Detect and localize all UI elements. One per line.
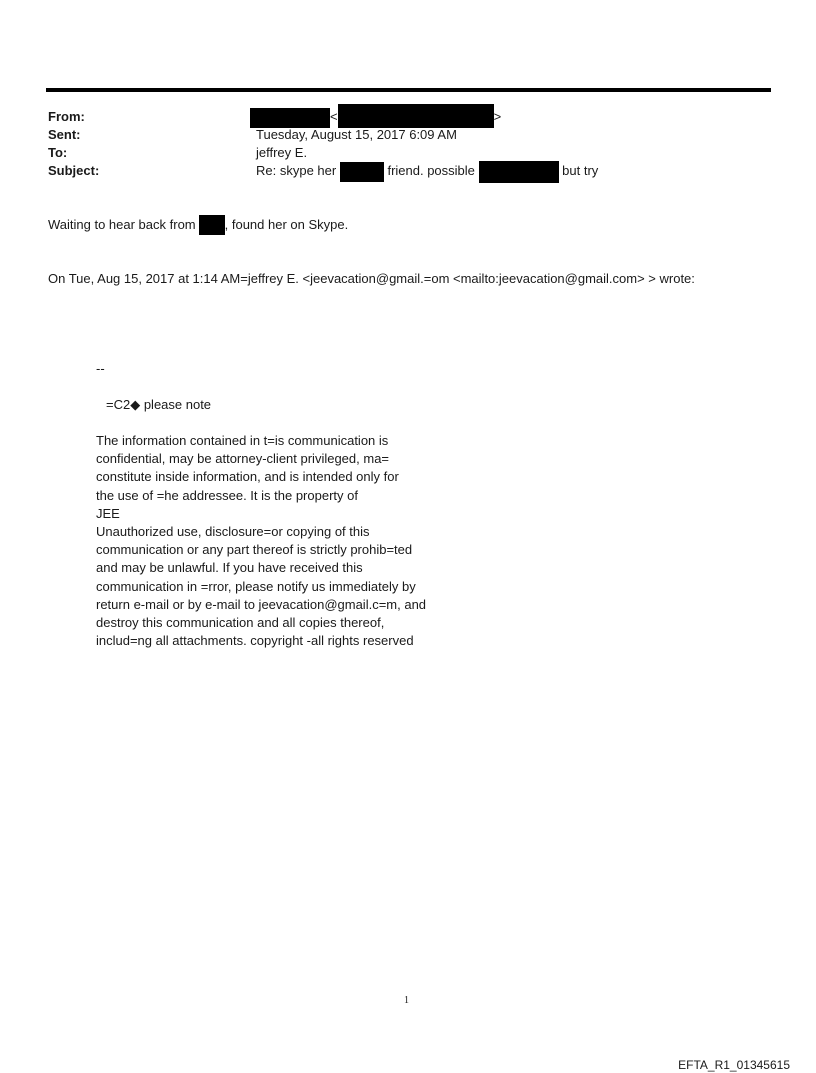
please-note-line: =C2◆ please note xyxy=(106,397,212,412)
signature-dashes: -- xyxy=(96,361,105,376)
disclaimer-text: The information contained in t=is communication is confidential, may be attorney-client privileged, ma= constitute inside information, and is intended only for the use of =he addressee. It is the property of JEE Unauthorized use, disclosure=or copying of this communication or any part thereof is strictly prohib=ted and may be unlawful. If you have received this communication in =rror, please notify us immediately by return e-mail or by e-mail to jeevacation@gmail.c=m, and destroy this communication and all copies thereof, includ=ng all attachments. copyright -all rights reserved xyxy=(96,433,427,649)
from-open-bracket: < xyxy=(330,109,338,124)
body-line-1 xyxy=(48,216,348,235)
from-label: From: xyxy=(48,109,85,124)
body-line-1-after: , found her on Skype. xyxy=(224,217,349,232)
redaction-box xyxy=(250,108,330,128)
redaction-box xyxy=(338,104,494,128)
quote-header-line: On Tue, Aug 15, 2017 at 1:14 AM=jeffrey E. <jeevacation@gmail.=om <mailto:jeevacation@gmail.com> > wrote: xyxy=(48,271,695,286)
subject-part-3: but try xyxy=(562,163,599,178)
bates-number: EFTA_R1_01345615 xyxy=(678,1058,790,1072)
header-rule xyxy=(46,88,771,92)
subject-part-2: friend. possible xyxy=(387,163,475,178)
subject-label: Subject: xyxy=(48,163,100,178)
sent-value: Tuesday, August 15, 2017 6:09 AM xyxy=(256,127,457,142)
subject-value xyxy=(256,162,598,183)
to-label: To: xyxy=(48,145,68,160)
from-value xyxy=(250,104,501,128)
page-number: 1 xyxy=(404,995,409,1006)
redaction-box xyxy=(479,161,559,183)
from-close-bracket: > xyxy=(493,109,502,124)
body-line-1-before: Waiting to hear back from xyxy=(48,217,196,232)
redaction-box xyxy=(340,162,384,182)
redaction-box xyxy=(199,215,225,235)
to-value: jeffrey E. xyxy=(256,145,308,160)
sent-label: Sent: xyxy=(48,127,81,142)
subject-part-1: Re: skype her xyxy=(256,163,337,178)
